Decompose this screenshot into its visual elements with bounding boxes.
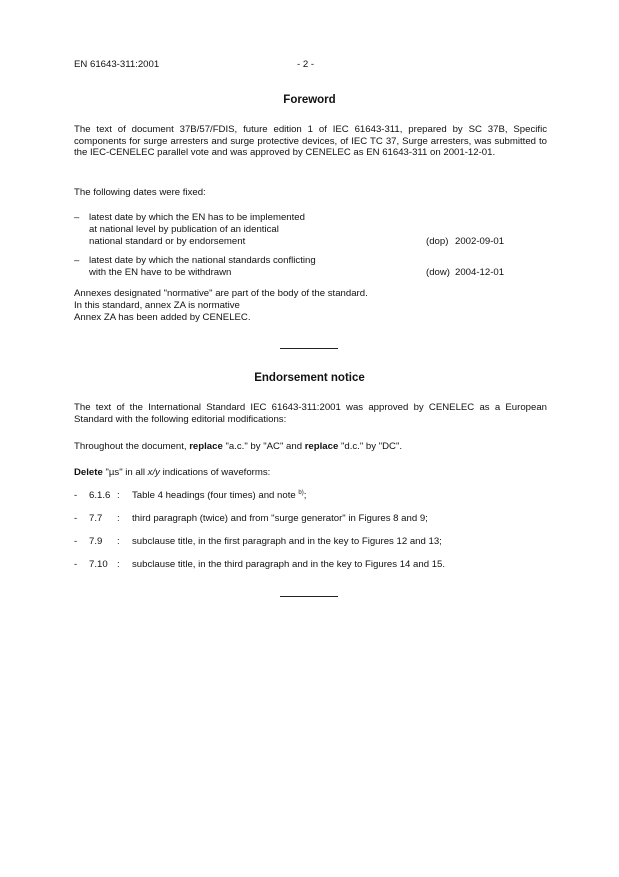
date-value: 2004-12-01 [455, 267, 505, 278]
clause-number: 7.10 [89, 559, 108, 570]
clause-text: third paragraph (twice) and from "surge generator" in Figures 8 and 9; [132, 513, 428, 524]
section-divider [280, 596, 338, 597]
endorsement-intro: The text of the International Standard IEC 61643-311:2001 was approved by CENELEC as a European Standard with the following editorial modifications: [74, 402, 547, 425]
replace-keyword: replace [304, 441, 339, 452]
date-item-line: at national level by publication of an identical [89, 224, 279, 235]
clause-text: subclause title, in the first paragraph and in the key to Figures 12 and 13; [132, 536, 442, 547]
clause-number: 6.1.6 [89, 490, 111, 501]
clause-colon: : [117, 490, 120, 501]
clause-text: subclause title, in the third paragraph and in the key to Figures 14 and 15. [132, 559, 446, 570]
annex-line: Annexes designated "normative" are part of the body of the standard. [74, 288, 368, 299]
list-dash: - [74, 513, 78, 524]
date-item-line: latest date by which the national standards conflicting [89, 255, 316, 266]
list-dash: – [74, 255, 80, 266]
foreword-title: Foreword [283, 94, 336, 106]
replace-keyword: replace [189, 441, 223, 452]
clause-number: 7.9 [89, 536, 103, 547]
list-dash: - [74, 490, 78, 501]
clause-colon: : [117, 513, 120, 524]
list-dash: - [74, 559, 78, 570]
note-reference: b) [298, 490, 304, 496]
date-item-line: national standard or by endorsement [89, 236, 246, 247]
annex-line: In this standard, annex ZA is normative [74, 300, 240, 311]
date-item-line: with the EN have to be withdrawn [89, 267, 232, 278]
clause-text: Table 4 headings (four times) and note $^{b)}$; [132, 490, 307, 501]
list-dash: – [74, 212, 80, 223]
delete-instruction: Delete "µs" in all x/y indications of waveforms: [74, 467, 271, 478]
date-item-line: latest date by which the EN has to be implemented [89, 212, 305, 223]
list-dash: - [74, 536, 78, 547]
date-code: (dow) [426, 267, 450, 278]
section-divider [280, 348, 338, 349]
clause-colon: : [117, 536, 120, 547]
date-value: 2002-09-01 [455, 236, 505, 247]
date-code: (dop) [426, 236, 449, 247]
document-id: EN 61643-311:2001 [74, 59, 160, 70]
clause-colon: : [117, 559, 120, 570]
annex-line: Annex ZA has been added by CENELEC. [74, 312, 251, 323]
page-number: - 2 - [297, 59, 315, 70]
dates-intro: The following dates were fixed: [74, 187, 206, 198]
clause-number: 7.7 [89, 513, 103, 524]
replace-instruction: Throughout the document, replace "a.c." by "AC" and replace "d.c." by "DC". [74, 441, 403, 452]
endorsement-title: Endorsement notice [254, 372, 365, 384]
foreword-intro: The text of document 37B/57/FDIS, future edition 1 of IEC 61643-311, prepared by SC 37B, Specific components for surge arresters and surge protective devices, of IEC TC 37, Surge arresters, was submitted to the IEC-CENELEC parallel vote and was approved by CENELEC as EN 61643-311 on 2001-12-01. [74, 124, 547, 158]
delete-keyword: Delete [74, 467, 103, 478]
